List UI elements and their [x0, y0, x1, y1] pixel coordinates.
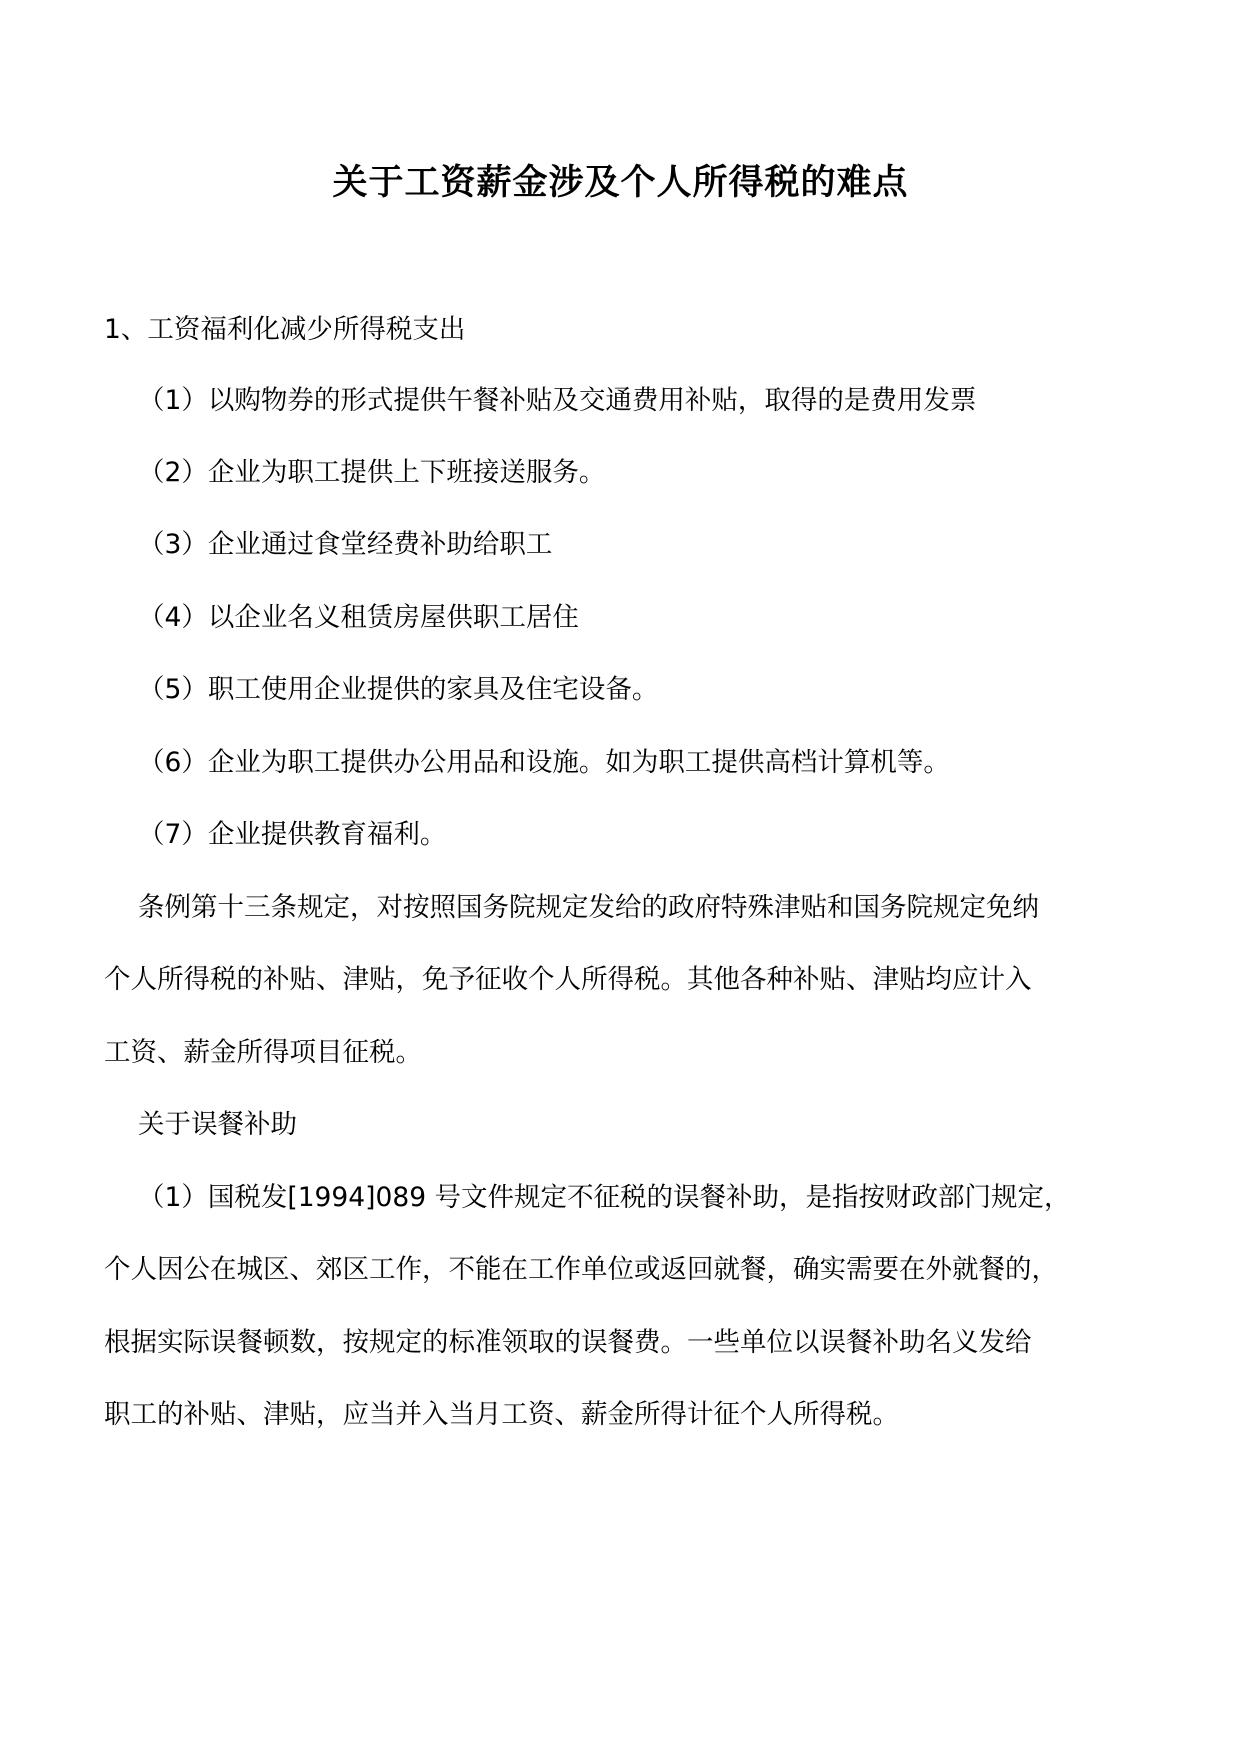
list-item: （5）职工使用企业提供的家具及住宅设备。: [138, 674, 659, 705]
list-item: （6）企业为职工提供办公用品和设施。如为职工提供高档计算机等。: [138, 747, 950, 778]
list-item: （2）企业为职工提供上下班接送服务。: [138, 457, 606, 488]
subheading-meal-subsidy: 关于误餐补助: [138, 1109, 297, 1140]
paragraph-line: 工资、薪金所得项目征税。: [104, 1037, 422, 1068]
list-item: （1）以购物券的形式提供午餐补贴及交通费用补贴，取得的是费用发票: [138, 385, 977, 416]
paragraph-line: 职工的补贴、津贴，应当并入当月工资、薪金所得计征个人所得税。: [104, 1399, 899, 1430]
list-item: （4）以企业名义租赁房屋供职工居住: [138, 602, 579, 633]
page-title: 关于工资薪金涉及个人所得税的难点: [332, 162, 909, 203]
paragraph-line: （1）国税发[1994]089 号文件规定不征税的误餐补助，是指按财政部门规定，: [138, 1182, 1071, 1213]
paragraph-line: 个人所得税的补贴、津贴，免予征收个人所得税。其他各种补贴、津贴均应计入: [104, 964, 1032, 995]
list-item: （3）企业通过食堂经费补助给职工: [138, 529, 553, 560]
paragraph-line: 个人因公在城区、郊区工作，不能在工作单位或返回就餐，确实需要在外就餐的，: [104, 1254, 1058, 1285]
paragraph-line: 条例第十三条规定，对按照国务院规定发给的政府特殊津贴和国务院规定免纳: [138, 892, 1039, 923]
list-item: （7）企业提供教育福利。: [138, 819, 447, 850]
paragraph-line: 根据实际误餐顿数，按规定的标准领取的误餐费。一些单位以误餐补助名义发给: [104, 1327, 1032, 1358]
section-heading: 1、工资福利化减少所得税支出: [104, 314, 466, 345]
